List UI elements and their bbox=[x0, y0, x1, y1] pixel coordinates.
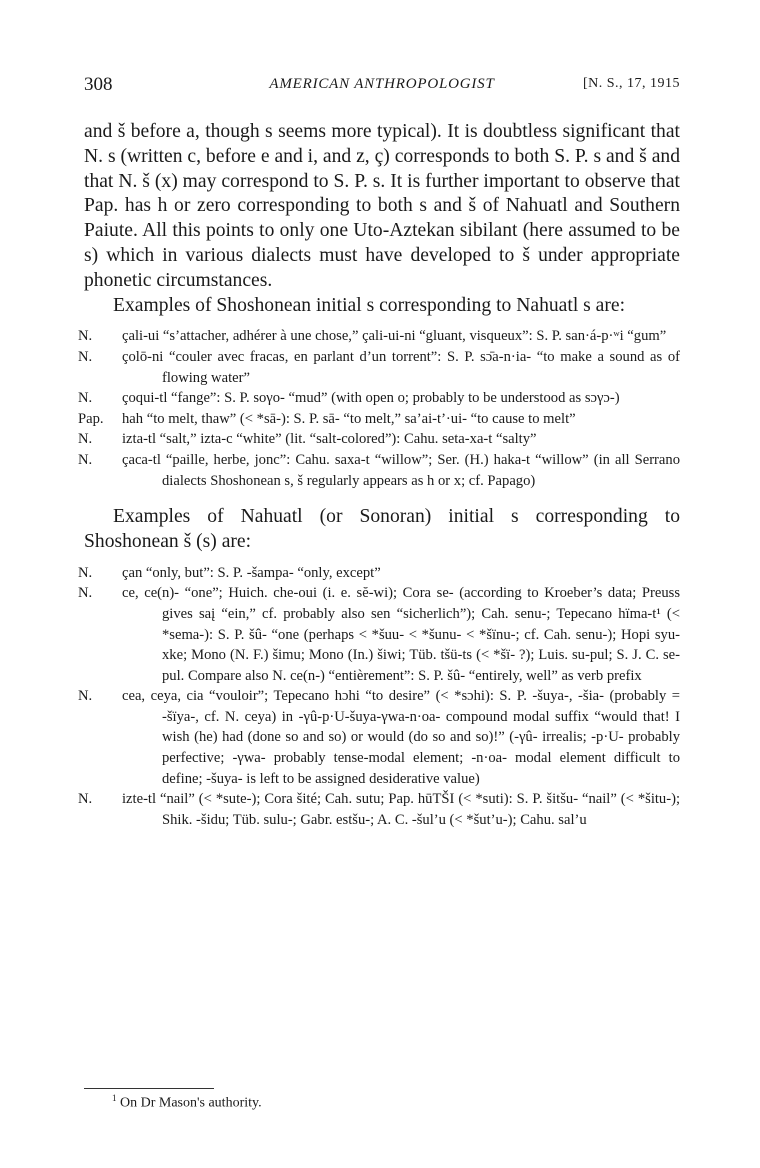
example-entry bbox=[78, 429, 680, 450]
footnote-marker: 1 bbox=[112, 1093, 117, 1103]
language-label: N. bbox=[78, 688, 93, 705]
example-text: çali-ui “s’attacher, adhérer à une chose,” çali-ui-ni “gluant, visqueux”: S. P. san·á-p·ʷi “gum” bbox=[122, 328, 667, 345]
example-text: çan “only, but”: S. P. -šampa- “only, except” bbox=[122, 564, 381, 581]
page-number: 308 bbox=[84, 74, 113, 95]
example-entry bbox=[78, 450, 680, 491]
example-list-1 bbox=[78, 326, 680, 491]
section-intro: Examples of Shoshonean initial s corresponding to Nahuatl s are: bbox=[113, 294, 626, 316]
example-text: hah “to melt, thaw” (< *sā-): S. P. sā- “to melt,” sa’ai-t’·ui- “to cause to melt” bbox=[122, 410, 576, 427]
example-text: izte-tl “nail” (< *sute-); Cora šité; Cah. sutu; Pap. hūTŠI (< *suti): S. P. šitšu- “nail” (< *šitu-); Shik. -šidu; Tüb. sulu-; Gabr. estšu-; A. C. -šul’u (< *šut’u-); Cahu. sal’u bbox=[122, 791, 680, 828]
language-label: N. bbox=[78, 390, 93, 407]
example-text: izta-tl “salt,” izta-c “white” (lit. “salt-colored”): Cahu. seta-xa-t “salty” bbox=[122, 431, 537, 448]
running-header bbox=[84, 74, 680, 98]
example-entry bbox=[78, 686, 680, 789]
language-label: N. bbox=[78, 585, 93, 602]
language-label: N. bbox=[78, 451, 93, 468]
journal-title: AMERICAN ANTHROPOLOGIST bbox=[269, 76, 495, 92]
language-label: N. bbox=[78, 348, 93, 365]
section-intro-2: Examples of Nahuatl (or Sonoran) initial s corresponding to Shoshonean š (s) are: bbox=[84, 506, 680, 552]
example-entry bbox=[78, 326, 680, 347]
paragraph: and š before a, though s seems more typical). It is doubtless significant that N. s (written c, before e and i, and z, ç) corresponds to both S. P. s and š and that N. š (x) may correspond to S. P. s. It is further important to observe that Pap. has h or zero corresponding to both s and š of Nahuatl and Southern Paiute. All this points to only one Uto-Aztekan sibilant (here assumed to be s) which in various dialects must have developed to š under appropriate phonetic circumstances. bbox=[84, 121, 680, 291]
language-label: N. bbox=[78, 564, 93, 581]
language-label: Pap. bbox=[78, 410, 104, 427]
language-label: N. bbox=[78, 328, 93, 345]
language-label: N. bbox=[78, 791, 93, 808]
example-entry bbox=[78, 583, 680, 686]
example-text: cea, ceya, cia “vouloir”; Tepecano hɔhi “to desire” (< *sɔhi): S. P. -šuya-, -šia- (probably = -šïya-, cf. N. ceya) in -γû-p·U-šuya-γwa-n·oa- compound modal suffix “would that! I wish (he) had (done so and so) or would (do so and so)!” (-γû- irrealis; -p·U- probably perfective; -γwa- probably tense-modal element; -n·oa- modal element difficult to define; -šuya- is left to be assigned desiderative value) bbox=[122, 688, 680, 787]
example-entry bbox=[78, 347, 680, 388]
example-entry bbox=[78, 388, 680, 409]
volume-info: [N. S., 17, 1915 bbox=[582, 76, 680, 91]
footnote-text: On Dr Mason's authority. bbox=[120, 1095, 262, 1111]
example-text: ce, ce(n)- “one”; Huich. che-oui (i. e. sĕ-wi); Cora se- (according to Kroeber’s data; Preuss gives saį “ein,” cf. probably also sen “sicherlich”); Cah. senu-; Tepecano hïma-t¹ (< *sema-): S. P. šû- “one (perhaps < *šuu- < *šunu- < *šïnu-; cf. Cah. senu-); Hopi syu-xke; Mono (N. F.) šimu; Mono (In.) šiwi; Tüb. tšü-ts (< *šï- ?); Luis. su-pul; S. J. C. se-pul. Compare also N. ce(n-) “entièrement”: S. P. šû- “entirely, well” as verb prefix bbox=[122, 585, 680, 684]
example-text: çoqui-tl “fange”: S. P. soγo- “mud” (with open o; probably to be understood as sɔγɔ-) bbox=[122, 390, 620, 407]
example-entry bbox=[78, 789, 680, 830]
example-entry bbox=[78, 563, 680, 584]
example-text: çaca-tl “paille, herbe, jonc”: Cahu. saxa-t “willow”; Ser. (H.) haka-t “willow” (in all Serrano dialects Shoshonean s, š regularly appears as h or x; cf. Papago) bbox=[122, 451, 680, 489]
footnote-rule bbox=[84, 1088, 214, 1089]
language-label: N. bbox=[78, 431, 93, 448]
example-entry bbox=[78, 409, 680, 430]
footnote bbox=[112, 1093, 262, 1112]
example-text: çolō-ni “couler avec fracas, en parlant d’un torrent”: S. P. sɔ̄a-n·ia- “to make a sound as of flowing water” bbox=[122, 348, 680, 386]
example-list-2 bbox=[78, 563, 680, 831]
body-text bbox=[78, 120, 680, 830]
